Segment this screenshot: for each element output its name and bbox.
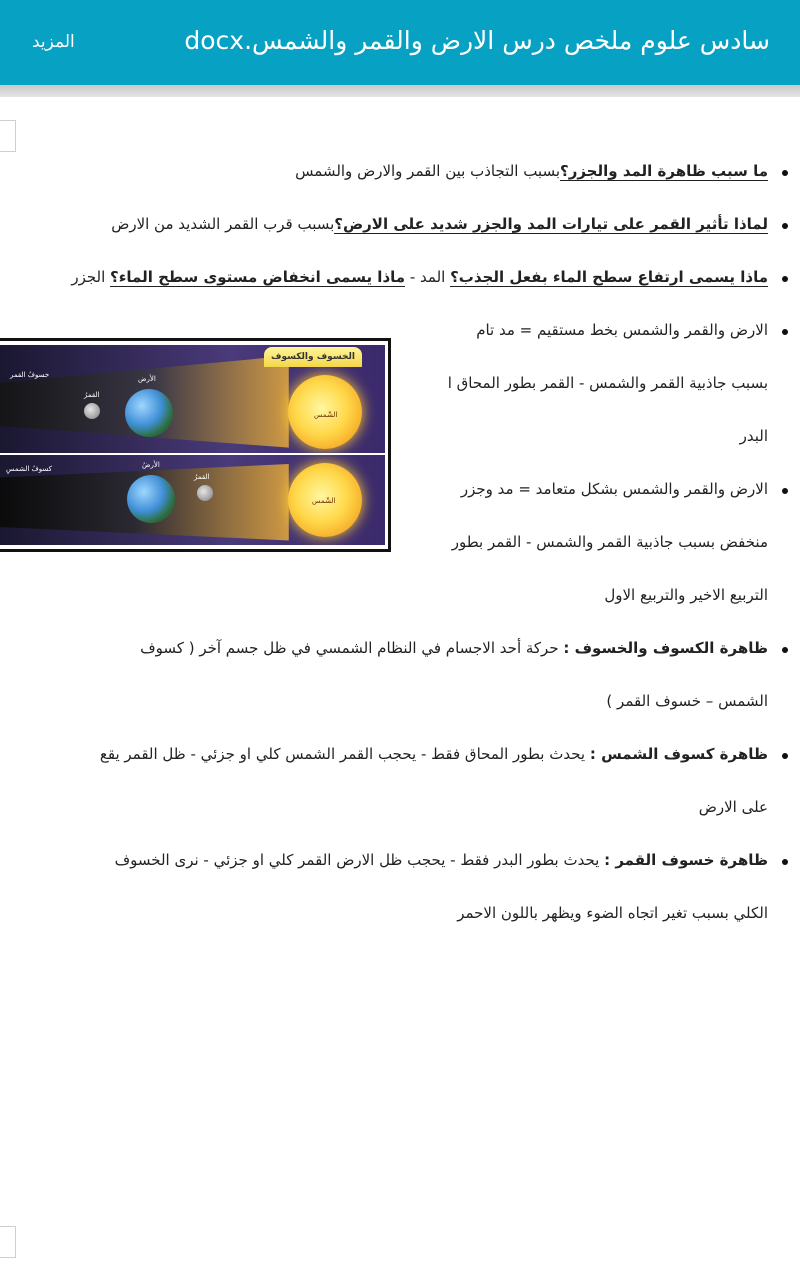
definition-text: حركة أحد الاجسام في النظام الشمسي في ظل جسم آخر ( كسوف <box>140 639 564 657</box>
definition-text: يحدث بطور البدر فقط - يحجب ظل الارض القمر كلي او جزئي - نرى الخسوف <box>114 851 605 869</box>
earth-icon <box>127 475 175 523</box>
panel-title: كسوفُ الشمسِ <box>6 465 52 473</box>
toolbar-shadow <box>0 85 800 97</box>
bullet <box>782 647 788 653</box>
moon-label: القمرُ <box>194 473 210 481</box>
more-button[interactable]: المزيد <box>32 32 75 52</box>
document-body[interactable] <box>0 97 800 1280</box>
list-item <box>71 265 768 289</box>
list-item <box>295 159 768 183</box>
question-text: ماذا يسمى انخفاض مستوى سطح الماء؟ <box>110 268 406 286</box>
paragraph-line: على الارض <box>698 798 768 816</box>
bullet <box>782 753 788 759</box>
paragraph-line: الارض والقمر والشمس بخط مستقيم = مد تام <box>476 321 768 339</box>
figure-header: الخسوف والكسوف <box>264 347 362 367</box>
paragraph-line: الارض والقمر والشمس بشكل متعامد = مد وجزر <box>460 480 768 498</box>
bullet <box>782 488 788 494</box>
answer-text: المد - <box>405 268 451 286</box>
app-bar <box>0 0 800 85</box>
panel-title: خسوفُ القمر <box>10 371 50 379</box>
moon-icon <box>197 485 213 501</box>
list-item <box>115 848 768 872</box>
moon-label: القمرُ <box>84 391 100 399</box>
question-text: ما سبب ظاهرة المد والجزر؟ <box>560 162 768 180</box>
earth-icon <box>125 389 173 437</box>
term-text: ظاهرة كسوف الشمس : <box>589 745 768 763</box>
moon-icon <box>84 403 100 419</box>
earth-label: الأرضُ <box>142 461 160 469</box>
paragraph-line: البدر <box>739 427 768 445</box>
definition-text: يحدث بطور المحاق فقط - يحجب القمر الشمس كلي او جزئي - ظل القمر يقع <box>99 745 590 763</box>
solar-eclipse-panel <box>0 455 385 545</box>
bullet <box>782 223 788 229</box>
bullet <box>782 329 788 335</box>
paragraph-line: الكلي بسبب تغير اتجاه الضوء ويظهر باللون الاحمر <box>457 904 768 922</box>
term-text: ظاهرة الكسوف والخسوف : <box>563 639 768 657</box>
paragraph-line: التربيع الاخير والتربيع الاول <box>604 586 768 604</box>
sun-label: الشّمس <box>312 497 336 505</box>
earth-label: الأرض <box>138 375 156 383</box>
list-item <box>100 742 768 766</box>
bullet <box>782 859 788 865</box>
term-text: ظاهرة خسوف القمر : <box>604 851 768 869</box>
question-text: ماذا يسمى ارتفاع سطح الماء بفعل الجذب؟ <box>450 268 768 286</box>
bullet <box>782 170 788 176</box>
question-text: لماذا تأثير القمر على تيارات المد والجزر شديد على الارض؟ <box>334 215 768 233</box>
eclipse-figure <box>0 338 391 552</box>
answer-text: بسبب قرب القمر الشديد من الارض <box>111 215 335 233</box>
paragraph-line: الشمس – خسوف القمر ) <box>606 692 768 710</box>
answer-text: بسبب التجاذب بين القمر والارض والشمس <box>295 162 561 180</box>
document-title: سادس علوم ملخص درس الارض والقمر والشمس.docx <box>184 26 770 55</box>
answer-text: الجزر <box>71 268 111 286</box>
sun-label: الشّمس <box>314 411 338 419</box>
list-item <box>111 212 768 236</box>
bullet <box>782 276 788 282</box>
paragraph-line: منخفض بسبب جاذبية القمر والشمس - القمر بطور <box>451 533 768 551</box>
paragraph-line: بسبب جاذبية القمر والشمس - القمر بطور المحاق ا <box>447 374 768 392</box>
list-item <box>140 636 768 660</box>
